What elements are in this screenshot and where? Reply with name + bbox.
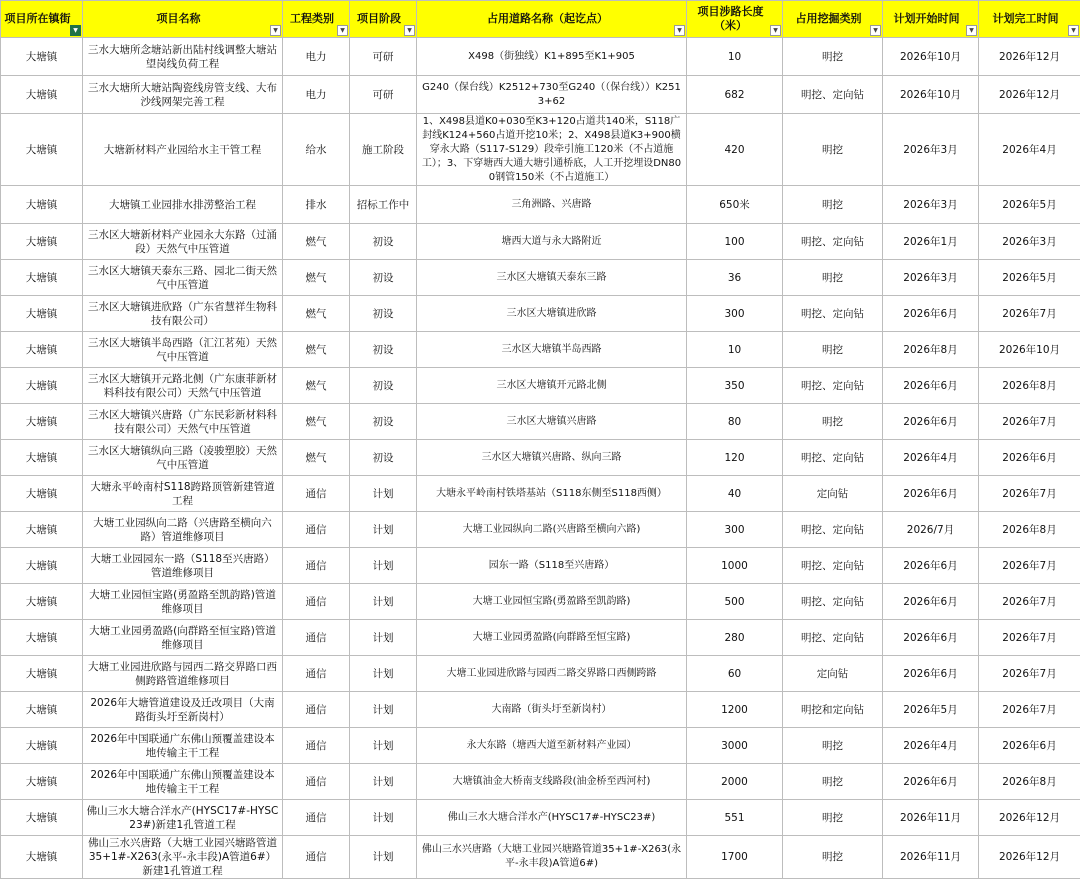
cell-end[interactable]: 2026年12月 bbox=[979, 76, 1080, 114]
cell-project-name[interactable]: 三水大塘所大塘站陶瓷线房管支线、大布沙线网架完善工程 bbox=[83, 76, 283, 114]
table-row[interactable] bbox=[1, 656, 1080, 692]
cell-project-name[interactable]: 大塘工业园勇盈路(向群路至恒宝路)管道维修项目 bbox=[83, 620, 283, 656]
table-row[interactable] bbox=[1, 224, 1080, 260]
col-header-project-name[interactable]: 项目名称 ▼ bbox=[83, 1, 283, 38]
cell-town[interactable]: 大塘镇 bbox=[1, 38, 83, 76]
cell-town[interactable]: 大塘镇 bbox=[1, 260, 83, 296]
cell-town[interactable]: 大塘镇 bbox=[1, 548, 83, 584]
cell-category[interactable]: 通信 bbox=[283, 656, 350, 692]
cell-excavation[interactable]: 明挖、定向钻 bbox=[783, 76, 883, 114]
cell-start[interactable]: 2026年6月 bbox=[883, 584, 979, 620]
cell-category[interactable]: 电力 bbox=[283, 76, 350, 114]
cell-category[interactable]: 通信 bbox=[283, 584, 350, 620]
cell-road[interactable]: 大塘工业园勇盈路(向群路至恒宝路) bbox=[417, 620, 687, 656]
cell-project-name[interactable]: 三水区大塘镇天泰东三路、园北二街天然气中压管道 bbox=[83, 260, 283, 296]
cell-road[interactable]: 佛山三水兴唐路（大塘工业园兴塘路管道35+1#-X263(永平-永丰段)A管道6#) bbox=[417, 836, 687, 879]
cell-town[interactable]: 大塘镇 bbox=[1, 692, 83, 728]
cell-excavation[interactable]: 明挖、定向钻 bbox=[783, 512, 883, 548]
cell-end[interactable]: 2026年8月 bbox=[979, 512, 1080, 548]
cell-length[interactable]: 10 bbox=[687, 38, 783, 76]
cell-length[interactable]: 682 bbox=[687, 76, 783, 114]
cell-end[interactable]: 2026年7月 bbox=[979, 296, 1080, 332]
cell-excavation[interactable]: 明挖、定向钻 bbox=[783, 296, 883, 332]
cell-start[interactable]: 2026年6月 bbox=[883, 368, 979, 404]
cell-road[interactable]: 三水区大塘镇进欣路 bbox=[417, 296, 687, 332]
cell-project-name[interactable]: 2026年中国联通广东佛山预覆盖建设本地传输主干工程 bbox=[83, 764, 283, 800]
cell-end[interactable]: 2026年7月 bbox=[979, 584, 1080, 620]
cell-category[interactable]: 给水 bbox=[283, 114, 350, 186]
cell-road[interactable]: 佛山三水大塘合洋水产(HYSC17#-HYSC23#) bbox=[417, 800, 687, 836]
cell-stage[interactable]: 可研 bbox=[350, 76, 417, 114]
table-row[interactable] bbox=[1, 260, 1080, 296]
cell-project-name[interactable]: 大塘工业园恒宝路(勇盈路至凯韵路)管道维修项目 bbox=[83, 584, 283, 620]
cell-category[interactable]: 通信 bbox=[283, 836, 350, 879]
cell-excavation[interactable]: 明挖、定向钻 bbox=[783, 440, 883, 476]
cell-road[interactable]: 永大东路（塘西大道至新材料产业园） bbox=[417, 728, 687, 764]
cell-stage[interactable]: 计划 bbox=[350, 800, 417, 836]
cell-start[interactable]: 2026年1月 bbox=[883, 224, 979, 260]
cell-start[interactable]: 2026年4月 bbox=[883, 440, 979, 476]
cell-stage[interactable]: 计划 bbox=[350, 656, 417, 692]
cell-length[interactable]: 300 bbox=[687, 296, 783, 332]
col-header-town[interactable]: 项目所在镇街 ▼ bbox=[1, 1, 83, 38]
filter-dropdown-icon[interactable]: ▼ bbox=[270, 25, 281, 36]
cell-excavation[interactable]: 明挖 bbox=[783, 332, 883, 368]
cell-stage[interactable]: 招标工作中 bbox=[350, 186, 417, 224]
col-header-end[interactable]: 计划完工时间 ▼ bbox=[979, 1, 1080, 38]
cell-end[interactable]: 2026年7月 bbox=[979, 692, 1080, 728]
cell-start[interactable]: 2026年6月 bbox=[883, 296, 979, 332]
cell-category[interactable]: 排水 bbox=[283, 186, 350, 224]
cell-category[interactable]: 燃气 bbox=[283, 368, 350, 404]
cell-length[interactable]: 1000 bbox=[687, 548, 783, 584]
cell-excavation[interactable]: 明挖、定向钻 bbox=[783, 548, 883, 584]
table-row[interactable] bbox=[1, 476, 1080, 512]
cell-category[interactable]: 通信 bbox=[283, 476, 350, 512]
table-row[interactable] bbox=[1, 332, 1080, 368]
cell-excavation[interactable]: 明挖和定向钻 bbox=[783, 692, 883, 728]
cell-stage[interactable]: 计划 bbox=[350, 764, 417, 800]
filter-dropdown-icon[interactable]: ▼ bbox=[770, 25, 781, 36]
cell-project-name[interactable]: 三水区大塘新材料产业园永大东路（过涌段）天然气中压管道 bbox=[83, 224, 283, 260]
table-row[interactable] bbox=[1, 728, 1080, 764]
cell-excavation[interactable]: 明挖 bbox=[783, 38, 883, 76]
cell-road[interactable]: 三水区大塘镇半岛西路 bbox=[417, 332, 687, 368]
cell-category[interactable]: 燃气 bbox=[283, 296, 350, 332]
col-header-start[interactable]: 计划开始时间 ▼ bbox=[883, 1, 979, 38]
cell-length[interactable]: 10 bbox=[687, 332, 783, 368]
filter-dropdown-icon[interactable]: ▼ bbox=[1068, 25, 1079, 36]
cell-end[interactable]: 2026年8月 bbox=[979, 764, 1080, 800]
cell-road[interactable]: X498（街独线）K1+895至K1+905 bbox=[417, 38, 687, 76]
cell-town[interactable]: 大塘镇 bbox=[1, 512, 83, 548]
cell-excavation[interactable]: 明挖 bbox=[783, 836, 883, 879]
cell-stage[interactable]: 计划 bbox=[350, 476, 417, 512]
cell-start[interactable]: 2026年3月 bbox=[883, 114, 979, 186]
cell-project-name[interactable]: 大塘永平岭南村S118跨路顶管新建管道工程 bbox=[83, 476, 283, 512]
cell-start[interactable]: 2026年6月 bbox=[883, 764, 979, 800]
cell-project-name[interactable]: 大塘新材料产业园给水主干管工程 bbox=[83, 114, 283, 186]
cell-project-name[interactable]: 2026年大塘管道建设及迁改项目（大南路街头圩至新岗村） bbox=[83, 692, 283, 728]
cell-excavation[interactable]: 明挖 bbox=[783, 764, 883, 800]
cell-road[interactable]: 三角洲路、兴唐路 bbox=[417, 186, 687, 224]
filter-dropdown-icon[interactable]: ▼ bbox=[870, 25, 881, 36]
cell-town[interactable]: 大塘镇 bbox=[1, 186, 83, 224]
cell-stage[interactable]: 计划 bbox=[350, 620, 417, 656]
table-row[interactable] bbox=[1, 692, 1080, 728]
cell-category[interactable]: 燃气 bbox=[283, 260, 350, 296]
cell-town[interactable]: 大塘镇 bbox=[1, 620, 83, 656]
cell-excavation[interactable]: 明挖 bbox=[783, 186, 883, 224]
table-row[interactable] bbox=[1, 296, 1080, 332]
cell-end[interactable]: 2026年12月 bbox=[979, 800, 1080, 836]
cell-road[interactable]: 大南路（街头圩至新岗村） bbox=[417, 692, 687, 728]
cell-road[interactable]: 1、X498县道K0+030至K3+120占道共140米，S118广封线K124+560占道开挖10米；2、X498县道K3+900横穿永大路（S117-S129）段牵引施工120米（不占道施工）；3、下穿塘西大通大塘引通桥底，人工开挖埋设DN800钢管150米（不占道施工） bbox=[417, 114, 687, 186]
cell-project-name[interactable]: 三水区大塘镇半岛西路（汇江茗苑）天然气中压管道 bbox=[83, 332, 283, 368]
cell-length[interactable]: 420 bbox=[687, 114, 783, 186]
cell-start[interactable]: 2026年3月 bbox=[883, 186, 979, 224]
cell-stage[interactable]: 可研 bbox=[350, 38, 417, 76]
cell-length[interactable]: 551 bbox=[687, 800, 783, 836]
cell-excavation[interactable]: 明挖、定向钻 bbox=[783, 368, 883, 404]
cell-town[interactable]: 大塘镇 bbox=[1, 584, 83, 620]
cell-start[interactable]: 2026年5月 bbox=[883, 692, 979, 728]
cell-project-name[interactable]: 大塘工业园进欣路与园西二路交界路口西侧跨路管道维修项目 bbox=[83, 656, 283, 692]
table-row[interactable] bbox=[1, 800, 1080, 836]
cell-stage[interactable]: 初设 bbox=[350, 440, 417, 476]
cell-start[interactable]: 2026/7月 bbox=[883, 512, 979, 548]
cell-category[interactable]: 电力 bbox=[283, 38, 350, 76]
cell-length[interactable]: 1200 bbox=[687, 692, 783, 728]
cell-end[interactable]: 2026年3月 bbox=[979, 224, 1080, 260]
cell-town[interactable]: 大塘镇 bbox=[1, 224, 83, 260]
cell-town[interactable]: 大塘镇 bbox=[1, 764, 83, 800]
cell-end[interactable]: 2026年7月 bbox=[979, 656, 1080, 692]
cell-town[interactable]: 大塘镇 bbox=[1, 728, 83, 764]
cell-start[interactable]: 2026年11月 bbox=[883, 800, 979, 836]
table-row[interactable] bbox=[1, 764, 1080, 800]
cell-length[interactable]: 100 bbox=[687, 224, 783, 260]
cell-excavation[interactable]: 明挖 bbox=[783, 260, 883, 296]
cell-length[interactable]: 120 bbox=[687, 440, 783, 476]
cell-stage[interactable]: 计划 bbox=[350, 836, 417, 879]
cell-town[interactable]: 大塘镇 bbox=[1, 836, 83, 879]
cell-length[interactable]: 3000 bbox=[687, 728, 783, 764]
cell-project-name[interactable]: 三水区大塘镇纵向三路（凌骏塑胶）天然气中压管道 bbox=[83, 440, 283, 476]
cell-road[interactable]: 大塘工业园纵向二路(兴唐路至横向六路) bbox=[417, 512, 687, 548]
table-row[interactable] bbox=[1, 836, 1080, 879]
cell-category[interactable]: 燃气 bbox=[283, 332, 350, 368]
cell-stage[interactable]: 施工阶段 bbox=[350, 114, 417, 186]
cell-end[interactable]: 2026年6月 bbox=[979, 440, 1080, 476]
table-row[interactable] bbox=[1, 404, 1080, 440]
col-header-category[interactable]: 工程类别 ▼ bbox=[283, 1, 350, 38]
cell-road[interactable]: 塘西大道与永大路附近 bbox=[417, 224, 687, 260]
cell-town[interactable]: 大塘镇 bbox=[1, 368, 83, 404]
cell-end[interactable]: 2026年12月 bbox=[979, 836, 1080, 879]
cell-length[interactable]: 40 bbox=[687, 476, 783, 512]
cell-town[interactable]: 大塘镇 bbox=[1, 440, 83, 476]
cell-stage[interactable]: 初设 bbox=[350, 404, 417, 440]
cell-stage[interactable]: 计划 bbox=[350, 584, 417, 620]
cell-road[interactable]: 园东一路（S118至兴唐路） bbox=[417, 548, 687, 584]
cell-length[interactable]: 500 bbox=[687, 584, 783, 620]
cell-town[interactable]: 大塘镇 bbox=[1, 332, 83, 368]
cell-end[interactable]: 2026年6月 bbox=[979, 728, 1080, 764]
table-row[interactable] bbox=[1, 548, 1080, 584]
filter-dropdown-icon[interactable]: ▼ bbox=[966, 25, 977, 36]
cell-category[interactable]: 通信 bbox=[283, 800, 350, 836]
cell-road[interactable]: 三水区大塘镇开元路北侧 bbox=[417, 368, 687, 404]
cell-excavation[interactable]: 定向钻 bbox=[783, 656, 883, 692]
cell-stage[interactable]: 初设 bbox=[350, 368, 417, 404]
cell-stage[interactable]: 计划 bbox=[350, 728, 417, 764]
cell-start[interactable]: 2026年6月 bbox=[883, 404, 979, 440]
cell-end[interactable]: 2026年7月 bbox=[979, 404, 1080, 440]
cell-length[interactable]: 300 bbox=[687, 512, 783, 548]
header-row bbox=[1, 1, 1080, 38]
cell-project-name[interactable]: 佛山三水大塘合洋水产(HYSC17#-HYSC23#)新建1孔管道工程 bbox=[83, 800, 283, 836]
cell-end[interactable]: 2026年7月 bbox=[979, 620, 1080, 656]
cell-end[interactable]: 2026年5月 bbox=[979, 260, 1080, 296]
cell-road[interactable]: 三水区大塘镇天泰东三路 bbox=[417, 260, 687, 296]
cell-length[interactable]: 350 bbox=[687, 368, 783, 404]
cell-road[interactable]: 大塘工业园进欣路与园西二路交界路口西侧跨路 bbox=[417, 656, 687, 692]
cell-length[interactable]: 650米 bbox=[687, 186, 783, 224]
cell-road[interactable]: 大塘镇油金大桥南支线路段(油金桥至西河村) bbox=[417, 764, 687, 800]
cell-excavation[interactable]: 明挖、定向钻 bbox=[783, 584, 883, 620]
cell-town[interactable]: 大塘镇 bbox=[1, 114, 83, 186]
cell-road[interactable]: 三水区大塘镇兴唐路 bbox=[417, 404, 687, 440]
col-header-stage[interactable]: 项目阶段 ▼ bbox=[350, 1, 417, 38]
cell-stage[interactable]: 初设 bbox=[350, 296, 417, 332]
cell-project-name[interactable]: 大塘工业园纵向二路（兴唐路至横向六路）管道维修项目 bbox=[83, 512, 283, 548]
cell-excavation[interactable]: 明挖、定向钻 bbox=[783, 224, 883, 260]
cell-start[interactable]: 2026年6月 bbox=[883, 620, 979, 656]
table-row[interactable] bbox=[1, 76, 1080, 114]
cell-town[interactable]: 大塘镇 bbox=[1, 76, 83, 114]
cell-end[interactable]: 2026年5月 bbox=[979, 186, 1080, 224]
filter-dropdown-icon[interactable]: ▼ bbox=[404, 25, 415, 36]
cell-length[interactable]: 280 bbox=[687, 620, 783, 656]
filter-dropdown-icon[interactable]: ▼ bbox=[674, 25, 685, 36]
table-row[interactable] bbox=[1, 440, 1080, 476]
table-row[interactable] bbox=[1, 114, 1080, 186]
cell-stage[interactable]: 计划 bbox=[350, 692, 417, 728]
cell-end[interactable]: 2026年12月 bbox=[979, 38, 1080, 76]
cell-start[interactable]: 2026年10月 bbox=[883, 76, 979, 114]
filter-active-icon[interactable]: ▼ bbox=[70, 25, 81, 36]
col-header-excavation[interactable]: 占用挖掘类别 ▼ bbox=[783, 1, 883, 38]
cell-end[interactable]: 2026年4月 bbox=[979, 114, 1080, 186]
table-row[interactable] bbox=[1, 186, 1080, 224]
cell-excavation[interactable]: 明挖、定向钻 bbox=[783, 620, 883, 656]
cell-start[interactable]: 2026年6月 bbox=[883, 476, 979, 512]
cell-start[interactable]: 2026年11月 bbox=[883, 836, 979, 879]
cell-stage[interactable]: 初设 bbox=[350, 260, 417, 296]
cell-start[interactable]: 2026年6月 bbox=[883, 548, 979, 584]
cell-end[interactable]: 2026年7月 bbox=[979, 476, 1080, 512]
cell-excavation[interactable]: 明挖 bbox=[783, 728, 883, 764]
cell-excavation[interactable]: 明挖 bbox=[783, 800, 883, 836]
cell-project-name[interactable]: 三水区大塘镇进欣路（广东省慧祥生物科技有限公司） bbox=[83, 296, 283, 332]
cell-category[interactable]: 通信 bbox=[283, 764, 350, 800]
cell-town[interactable]: 大塘镇 bbox=[1, 476, 83, 512]
cell-road[interactable]: 三水区大塘镇兴唐路、纵向三路 bbox=[417, 440, 687, 476]
table-row[interactable] bbox=[1, 38, 1080, 76]
cell-road[interactable]: 大塘工业园恒宝路(勇盈路至凯韵路) bbox=[417, 584, 687, 620]
cell-category[interactable]: 燃气 bbox=[283, 224, 350, 260]
table-row[interactable] bbox=[1, 512, 1080, 548]
cell-road[interactable]: 大塘永平岭南村铁塔基站（S118东侧至S118西侧） bbox=[417, 476, 687, 512]
cell-end[interactable]: 2026年10月 bbox=[979, 332, 1080, 368]
cell-start[interactable]: 2026年8月 bbox=[883, 332, 979, 368]
cell-town[interactable]: 大塘镇 bbox=[1, 800, 83, 836]
cell-start[interactable]: 2026年4月 bbox=[883, 728, 979, 764]
cell-category[interactable]: 通信 bbox=[283, 512, 350, 548]
cell-project-name[interactable]: 大塘镇工业园排水排涝整治工程 bbox=[83, 186, 283, 224]
cell-category[interactable]: 燃气 bbox=[283, 404, 350, 440]
cell-stage[interactable]: 计划 bbox=[350, 512, 417, 548]
cell-category[interactable]: 通信 bbox=[283, 548, 350, 584]
cell-end[interactable]: 2026年7月 bbox=[979, 548, 1080, 584]
cell-excavation[interactable]: 明挖 bbox=[783, 404, 883, 440]
cell-start[interactable]: 2026年6月 bbox=[883, 656, 979, 692]
cell-start[interactable]: 2026年3月 bbox=[883, 260, 979, 296]
cell-excavation[interactable]: 定向钻 bbox=[783, 476, 883, 512]
cell-project-name[interactable]: 三水区大塘镇开元路北侧（广东康菲新材料科技有限公司）天然气中压管道 bbox=[83, 368, 283, 404]
cell-length[interactable]: 1700 bbox=[687, 836, 783, 879]
cell-excavation[interactable]: 明挖 bbox=[783, 114, 883, 186]
col-header-road[interactable]: 占用道路名称（起讫点） ▼ bbox=[417, 1, 687, 38]
cell-start[interactable]: 2026年10月 bbox=[883, 38, 979, 76]
cell-category[interactable]: 通信 bbox=[283, 620, 350, 656]
cell-project-name[interactable]: 三水区大塘镇兴唐路（广东民彩新材料科技有限公司）天然气中压管道 bbox=[83, 404, 283, 440]
cell-project-name[interactable]: 佛山三水兴唐路（大塘工业园兴塘路管道35+1#-X263(永平-永丰段)A管道6#）新建1孔管道工程 bbox=[83, 836, 283, 879]
cell-stage[interactable]: 计划 bbox=[350, 548, 417, 584]
cell-road[interactable]: G240（保台线）K2512+730至G240（（保台线））K2513+62 bbox=[417, 76, 687, 114]
col-header-length[interactable]: 项目涉路长度（米） ▼ bbox=[687, 1, 783, 38]
cell-town[interactable]: 大塘镇 bbox=[1, 656, 83, 692]
cell-town[interactable]: 大塘镇 bbox=[1, 404, 83, 440]
cell-length[interactable]: 2000 bbox=[687, 764, 783, 800]
cell-project-name[interactable]: 2026年中国联通广东佛山预覆盖建设本地传输主干工程 bbox=[83, 728, 283, 764]
cell-project-name[interactable]: 三水大塘所念塘站新出陆村线调整大塘站望岗线负荷工程 bbox=[83, 38, 283, 76]
filter-dropdown-icon[interactable]: ▼ bbox=[337, 25, 348, 36]
cell-length[interactable]: 60 bbox=[687, 656, 783, 692]
cell-category[interactable]: 通信 bbox=[283, 692, 350, 728]
cell-project-name[interactable]: 大塘工业园园东一路（S118至兴唐路）管道维修项目 bbox=[83, 548, 283, 584]
table-row[interactable] bbox=[1, 584, 1080, 620]
table-row[interactable] bbox=[1, 368, 1080, 404]
cell-town[interactable]: 大塘镇 bbox=[1, 296, 83, 332]
cell-end[interactable]: 2026年8月 bbox=[979, 368, 1080, 404]
cell-category[interactable]: 通信 bbox=[283, 728, 350, 764]
cell-stage[interactable]: 初设 bbox=[350, 224, 417, 260]
cell-length[interactable]: 36 bbox=[687, 260, 783, 296]
cell-category[interactable]: 燃气 bbox=[283, 440, 350, 476]
cell-stage[interactable]: 初设 bbox=[350, 332, 417, 368]
table-row[interactable] bbox=[1, 620, 1080, 656]
cell-length[interactable]: 80 bbox=[687, 404, 783, 440]
